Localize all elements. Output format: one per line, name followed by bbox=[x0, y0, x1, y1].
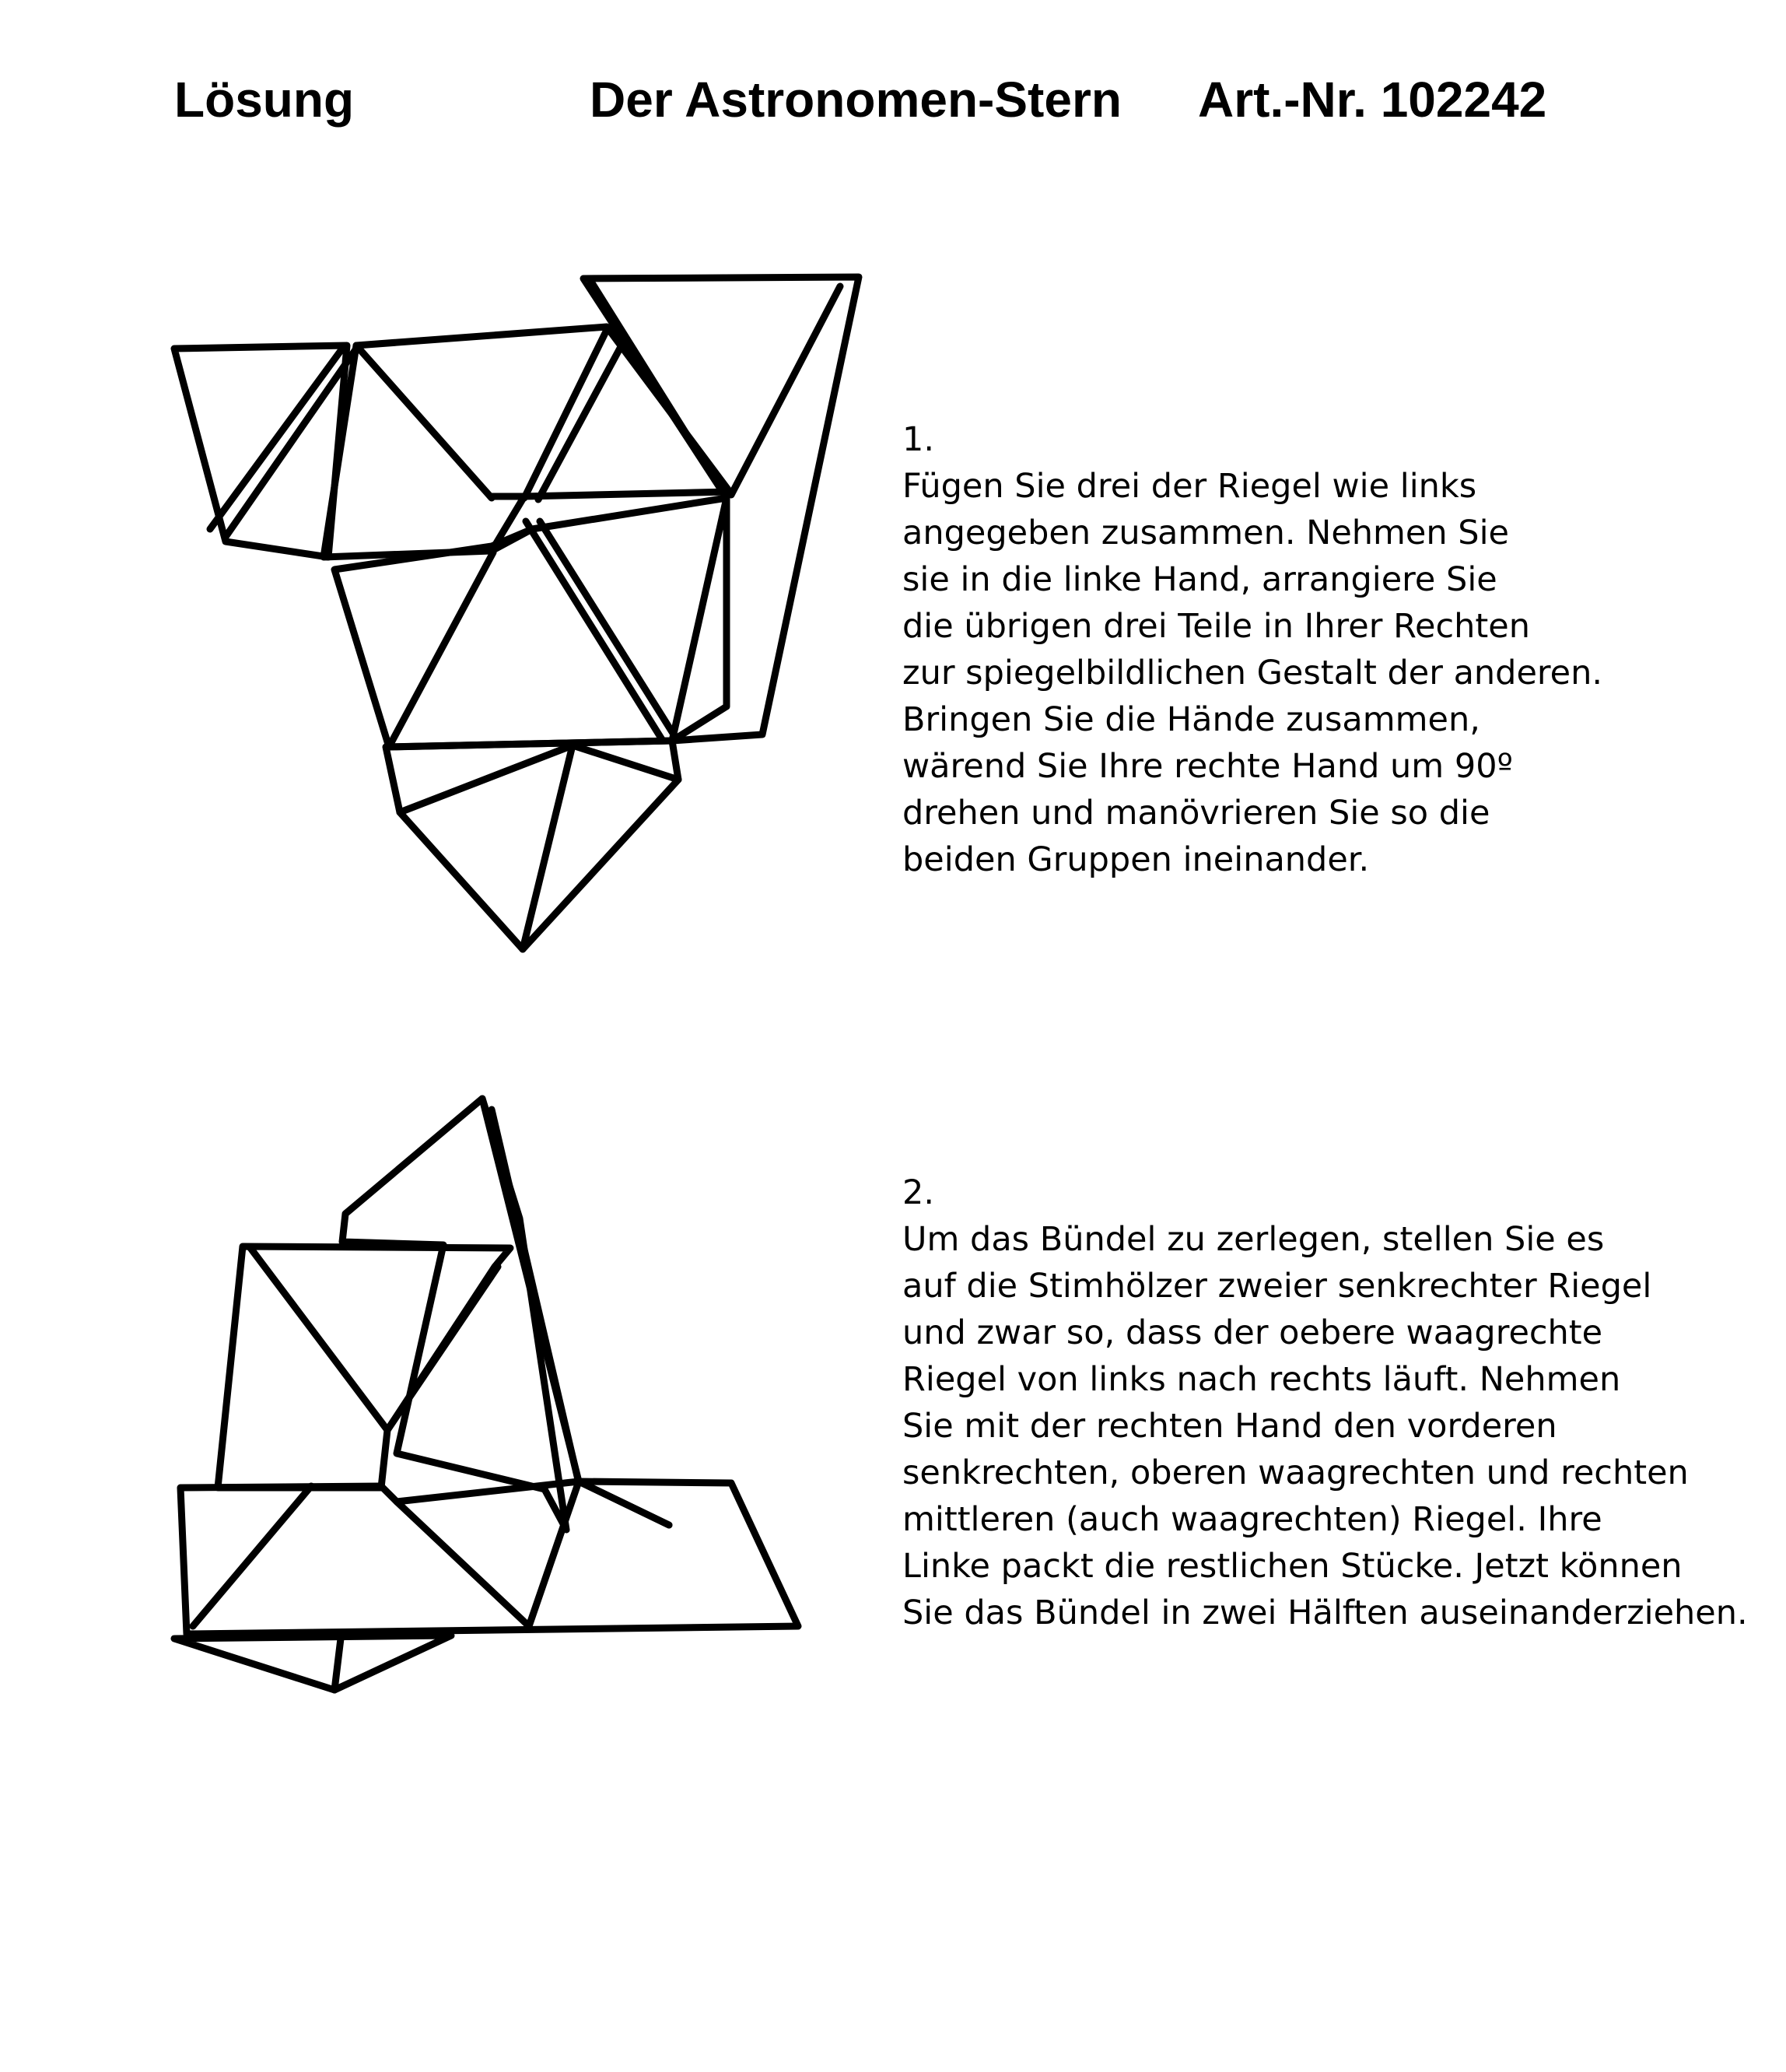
solution-label: Lösung bbox=[174, 72, 355, 128]
instruction-line: die übrigen drei Teile in Ihrer Rechten bbox=[902, 607, 1530, 646]
step-1-figure bbox=[156, 265, 879, 965]
instruction-line: Um das Bündel zu zerlegen, stellen Sie es bbox=[902, 1220, 1605, 1259]
step-2-figure bbox=[156, 1082, 825, 1782]
instruction-line: zur spiegelbildlichen Gestalt der anderen. bbox=[902, 654, 1603, 692]
instruction-line: Sie das Bündel in zwei Hälften auseinanderziehen. bbox=[902, 1593, 1748, 1632]
instruction-line: drehen und manövrieren Sie so die bbox=[902, 794, 1490, 833]
instruction-line: Bringen Sie die Hände zusammen, bbox=[902, 700, 1480, 739]
instruction-line: wärend Sie Ihre rechte Hand um 90º bbox=[902, 747, 1513, 786]
instruction-line: Linke packt die restlichen Stücke. Jetzt können bbox=[902, 1547, 1683, 1586]
instruction-line: Fügen Sie drei der Riegel wie links bbox=[902, 467, 1477, 506]
instruction-line: beiden Gruppen ineinander. bbox=[902, 840, 1370, 879]
article-number: Art.-Nr. 102242 bbox=[1198, 72, 1547, 128]
puzzle-title: Der Astronomen-Stern bbox=[590, 72, 1122, 128]
assembled-pieces-icon bbox=[156, 265, 879, 965]
instruction-line: sie in die linke Hand, arrangiere Sie bbox=[902, 560, 1497, 599]
instruction-line: Sie mit der rechten Hand den vorderen bbox=[902, 1407, 1557, 1446]
instruction-line: Riegel von links nach rechts läuft. Nehmen bbox=[902, 1360, 1621, 1399]
step-2-text bbox=[902, 1169, 1766, 1636]
step-number: 2. bbox=[902, 1173, 935, 1212]
instruction-line: auf die Stimhölzer zweier senkrechter Riegel bbox=[902, 1267, 1652, 1306]
bundle-split-icon bbox=[156, 1082, 825, 1782]
page-header bbox=[0, 68, 1786, 131]
instruction-line: angegeben zusammen. Nehmen Sie bbox=[902, 514, 1510, 552]
step-number: 1. bbox=[902, 420, 935, 459]
instruction-line: mittleren (auch waagrechten) Riegel. Ihre bbox=[902, 1500, 1602, 1539]
instruction-line: und zwar so, dass der oebere waagrechte bbox=[902, 1313, 1603, 1352]
instruction-line: senkrechten, oberen waagrechten und rechten bbox=[902, 1453, 1689, 1492]
step-1-text bbox=[902, 416, 1766, 883]
